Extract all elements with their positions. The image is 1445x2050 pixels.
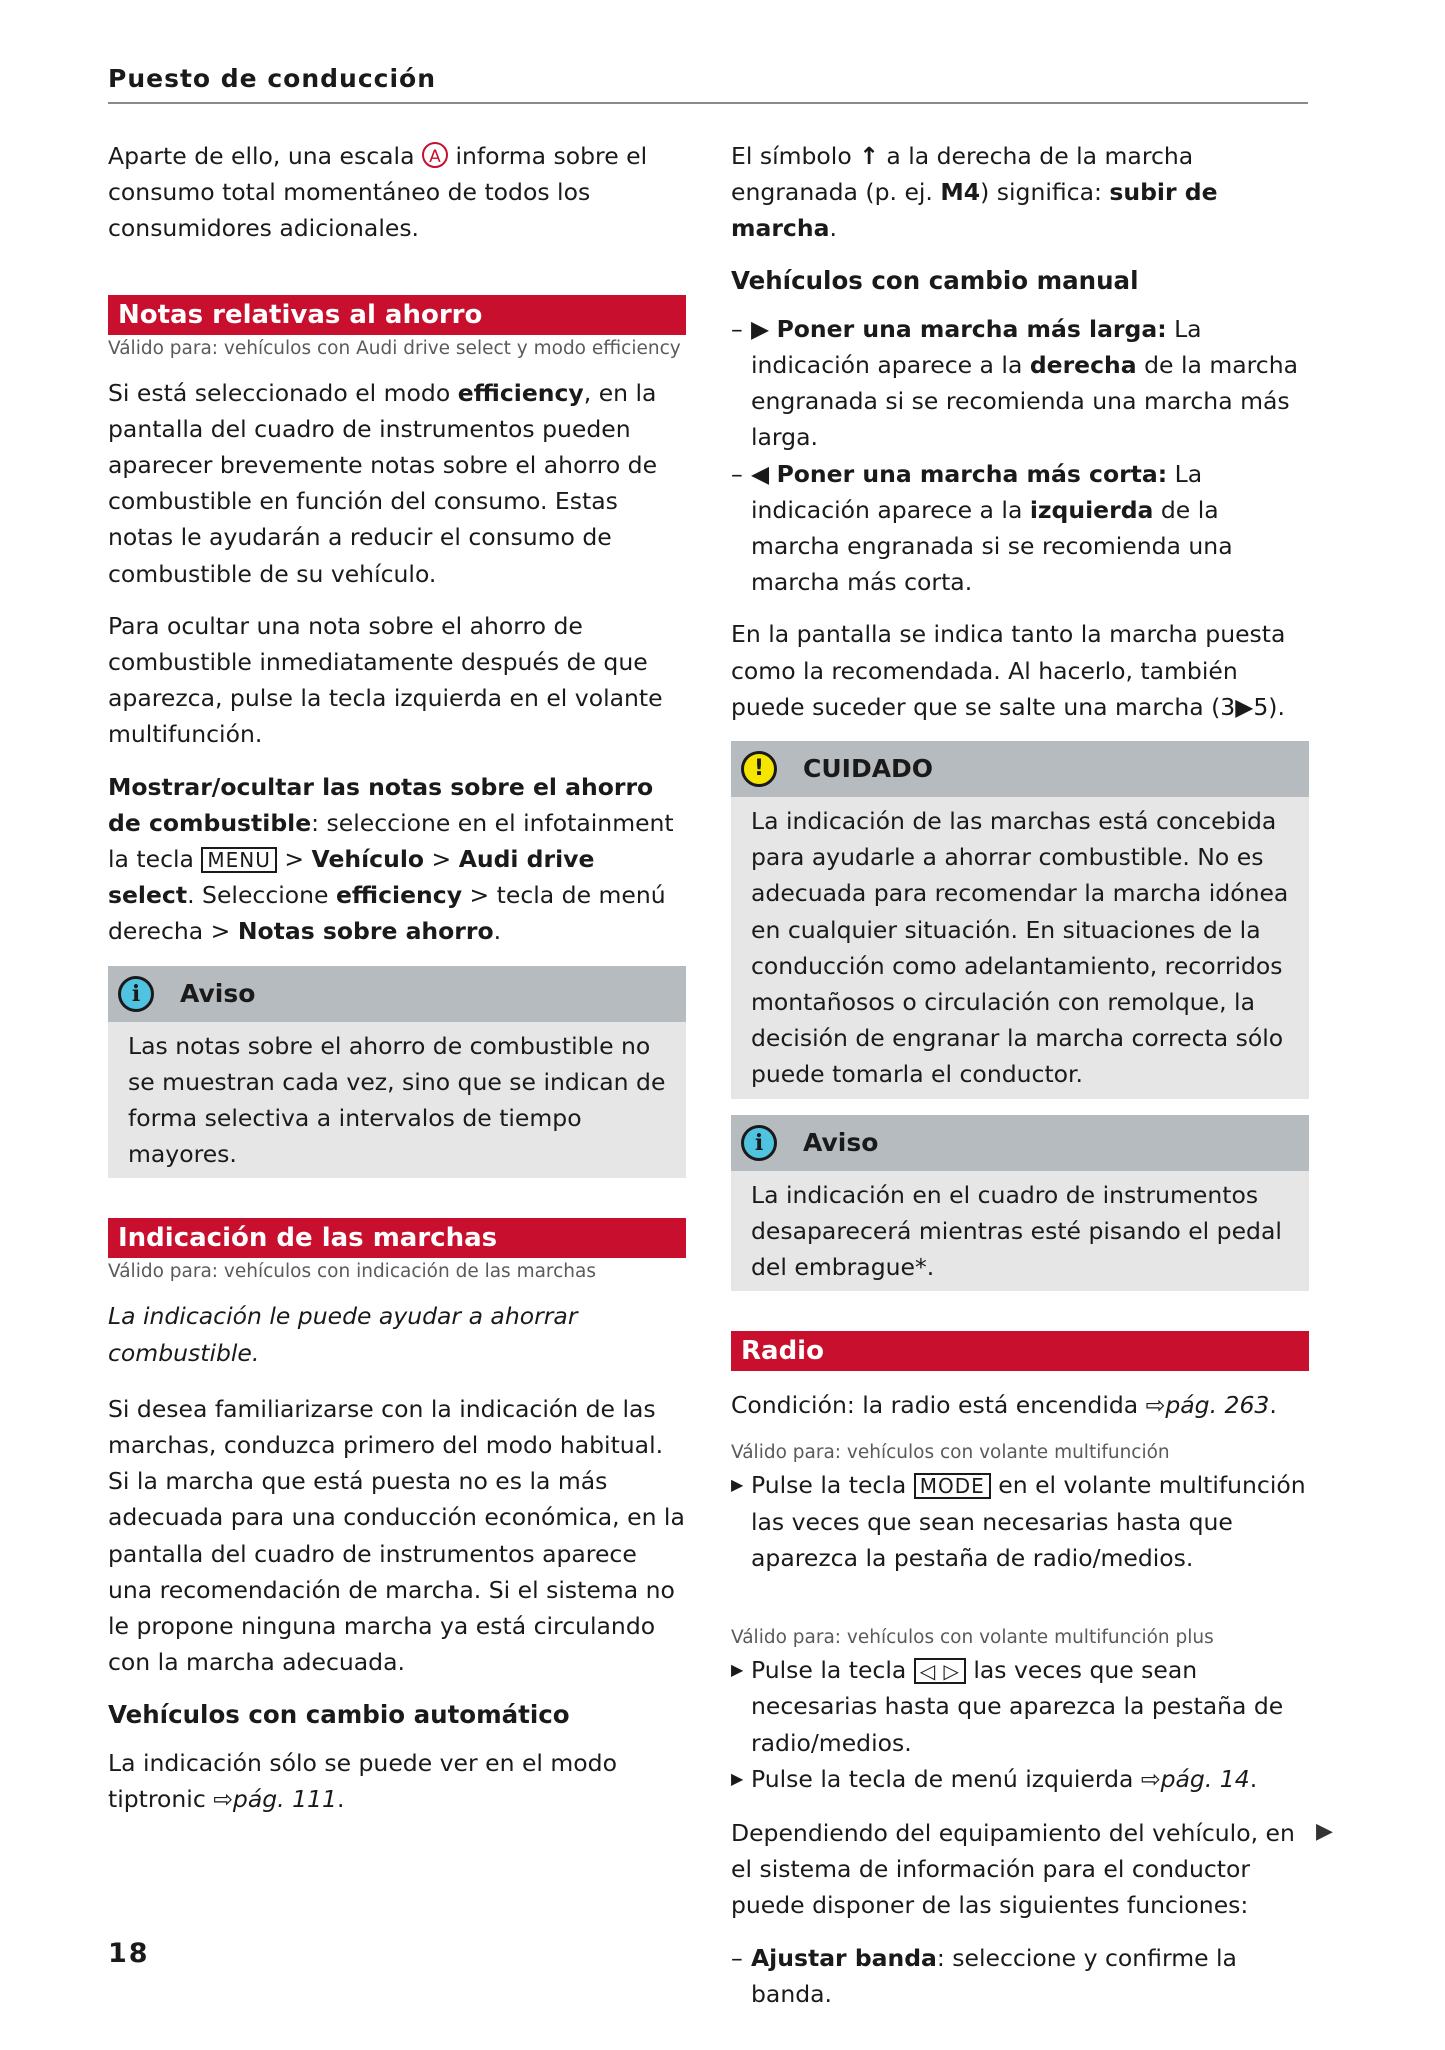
section-title-ahorro: Notas relativas al ahorro	[108, 295, 686, 335]
text: . Seleccione	[187, 881, 336, 910]
caution-header	[731, 741, 1309, 797]
bullet-triangle-icon: ▶	[731, 1768, 744, 1788]
bold-text: efficiency	[335, 881, 463, 910]
text: 5).	[1253, 692, 1285, 721]
caution-box	[731, 741, 1309, 1099]
notice-box	[108, 966, 686, 1179]
text: .	[336, 1784, 345, 1813]
text: Condición: la radio está encendida	[731, 1391, 1146, 1420]
section-title-radio: Radio	[731, 1331, 1309, 1371]
bold-text: Audi drive select	[108, 845, 595, 910]
text: La indicación sólo se puede ver en el modo tiptronic	[108, 1748, 617, 1813]
notice-title: Aviso	[180, 978, 256, 1008]
bold-text: efficiency	[457, 378, 584, 407]
notice-body: Las notas sobre el ahorro de combustible no se muestran cada vez, sino que se indican de forma selectiva a intervalos de tiempo mayores.	[128, 1031, 666, 1169]
bold-text: Mostrar/ocultar las notas sobre el ahorro de combustible	[108, 772, 654, 837]
bold-text: Poner una marcha más corta:	[776, 459, 1168, 488]
bold-text: subir de marcha	[731, 178, 1218, 243]
text: en el volante multifunción las veces que sean necesarias hasta que aparezca la pestaña de radio/medios.	[751, 1471, 1306, 1572]
paragraph	[731, 616, 1309, 725]
validity-note: Válido para: vehículos con indicación de las marchas	[108, 1261, 597, 1283]
validity-note: Válido para: vehículos con Audi drive select y modo efficiency	[108, 337, 681, 359]
step-text	[751, 1652, 1309, 1761]
list-text	[751, 1940, 1309, 2012]
text: : seleccione en el infotainment la tecla	[108, 808, 674, 874]
list-item	[731, 456, 1309, 601]
paragraph: Si desea familiarizarse con la indicación de las marchas, conduzca primero del modo habitual. Si la marcha que está puesta no es la más adecuada para una conducción económica, en la pantalla del cuadro de instrumentos aparece una recomendación de marcha. Si el sistema no le propone ninguna marcha ya está circulando con la marcha adecuada.	[108, 1394, 685, 1677]
intro-paragraph	[108, 138, 686, 247]
step-item	[731, 1761, 1309, 1797]
condition-paragraph	[731, 1387, 1309, 1423]
symbol-paragraph	[731, 138, 1309, 247]
paragraph: Para ocultar una nota sobre el ahorro de combustible inmediatamente después de que aparezca, pulse la tecla izquierda en el volante multifunción.	[108, 611, 663, 749]
page-reference-link[interactable]: pág. 111	[232, 1784, 337, 1813]
bold-text: Notas sobre ahorro	[237, 917, 494, 946]
text: >	[424, 845, 459, 874]
text: , en la pantalla del cuadro de instrumentos pueden aparecer brevemente notas sobre el ahorro de combustible en función del consumo. Estas notas le ayudarán a reducir el consumo de combustible de su vehículo.	[108, 378, 658, 588]
triangle-right-icon: ▶	[751, 314, 770, 343]
caution-title: CUIDADO	[803, 753, 934, 783]
text: de la marcha engranada si se recomienda una marcha más corta.	[751, 495, 1233, 597]
text: a la derecha de la marcha engranada (p. ej.	[731, 142, 1194, 207]
notice-box	[731, 1115, 1309, 1292]
caution-body: La indicación de las marchas está concebida para ayudarle a ahorrar combustible. No es adecuada para recomendar la marcha idónea en cualquier situación. En situaciones de la conducción como adelantamiento, recorridos montañosos o circulación con remolque, la decisión de engranar la marcha correcta sólo puede tomarla el conductor.	[751, 807, 1289, 1089]
text: Pulse la tecla	[751, 1656, 914, 1685]
reference-arrow-icon: ⇨	[213, 1784, 233, 1813]
bold-text: M4	[940, 178, 981, 207]
text: ) significa:	[980, 178, 1110, 207]
step-text	[751, 1467, 1309, 1576]
step-item	[731, 1652, 1309, 1761]
arrows-key: ◁ ▷	[914, 1658, 966, 1684]
paragraph	[108, 375, 686, 592]
list-text	[751, 311, 1309, 456]
subheading-manual: Vehículos con cambio manual	[731, 265, 1139, 295]
menu-key: MENU	[201, 847, 277, 873]
notice-header	[108, 966, 686, 1022]
section-title-marchas: Indicación de las marchas	[108, 1218, 686, 1258]
left-column	[108, 138, 686, 1833]
dash: –	[731, 314, 743, 343]
text: .	[493, 917, 502, 946]
step-item	[731, 1467, 1309, 1576]
text: las veces que sean necesarias hasta que aparezca la pestaña de radio/medios.	[751, 1656, 1284, 1757]
page-reference-link[interactable]: pág. 263	[1165, 1391, 1270, 1420]
bold-text: Ajustar banda	[751, 1943, 937, 1972]
notice-title: Aviso	[803, 1127, 879, 1157]
subheading-automatic: Vehículos con cambio automático	[108, 1699, 570, 1729]
text: Si está seleccionado el modo	[108, 378, 458, 407]
menu-path-paragraph	[108, 769, 686, 950]
text: Pulse la tecla de menú izquierda	[751, 1764, 1141, 1793]
page-reference-link[interactable]: pág. 14	[1160, 1764, 1250, 1793]
list-text	[751, 456, 1309, 601]
page-number: 18	[108, 1938, 150, 1969]
text: En la pantalla se indica tanto la marcha puesta como la recomendada. Al hacerlo, también puede suceder que se salte una marcha (3	[731, 620, 1286, 721]
info-icon: i	[118, 976, 154, 1012]
text: informa sobre el consumo total momentáneo de todos los consumidores adicionales.	[108, 142, 648, 243]
reference-arrow-icon: ⇨	[1140, 1764, 1161, 1793]
text: Aparte de ello, una escala	[108, 142, 422, 170]
running-header: Puesto de conducción	[108, 64, 437, 93]
notice-body: La indicación en el cuadro de instrumentos desaparecerá mientras esté pisando el pedal del embrague*.	[751, 1180, 1282, 1282]
validity-note: Válido para: vehículos con volante multifunción plus	[731, 1627, 1214, 1649]
arrow-up-icon: ↑	[859, 142, 879, 170]
text: El símbolo	[731, 142, 860, 170]
text: .	[829, 214, 837, 243]
text: .	[1269, 1391, 1277, 1420]
triangle-right-icon: ▶	[1235, 692, 1254, 721]
step-text	[751, 1761, 1257, 1797]
paragraph: Dependiendo del equipamiento del vehículo, en el sistema de información para el conductor puede disponer de las siguientes funciones:	[731, 1818, 1295, 1920]
list-item	[731, 311, 1309, 456]
bullet-triangle-icon: ▶	[731, 1475, 744, 1495]
text: La indicación aparece a la	[751, 314, 1202, 380]
text: de la marcha engranada si se recomienda una marcha más larga.	[751, 351, 1299, 452]
lead-paragraph: La indicación le puede ayudar a ahorrar combustible.	[108, 1302, 578, 1367]
marker-a-icon: A	[422, 142, 448, 168]
text: >	[276, 845, 312, 874]
paragraph	[108, 1745, 686, 1817]
dash: –	[731, 459, 743, 488]
bold-text: Vehículo	[311, 845, 425, 874]
right-column	[731, 138, 1309, 2012]
warning-icon: !	[741, 751, 777, 787]
bold-text: izquierda	[1029, 495, 1154, 524]
triangle-left-icon: ◀	[751, 459, 770, 488]
text: Pulse la tecla	[751, 1471, 914, 1500]
bullet-triangle-icon: ▶	[731, 1660, 744, 1680]
list-item	[731, 1940, 1309, 2012]
validity-note: Válido para: vehículos con volante multifunción	[731, 1442, 1170, 1464]
text: > tecla de menú derecha >	[108, 881, 666, 946]
dash: –	[731, 1943, 743, 1972]
bold-text: derecha	[1029, 351, 1137, 380]
continue-arrow-icon: ▶	[1316, 1819, 1333, 1844]
reference-arrow-icon: ⇨	[1145, 1391, 1166, 1420]
mode-key: MODE	[914, 1473, 991, 1499]
text: .	[1249, 1764, 1258, 1793]
text: : seleccione y confirme la banda.	[751, 1943, 1237, 2008]
header-rule	[108, 102, 1308, 104]
notice-header	[731, 1115, 1309, 1171]
bold-text: Poner una marcha más larga:	[776, 314, 1167, 343]
info-icon: i	[741, 1125, 777, 1161]
text: La indicación aparece a la	[751, 459, 1203, 524]
